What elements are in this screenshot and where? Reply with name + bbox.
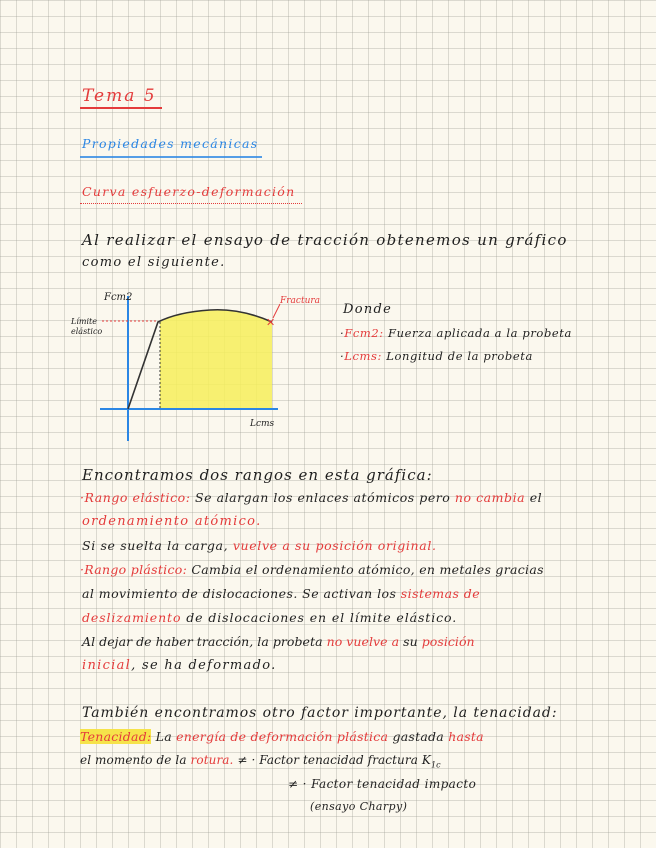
range-plastic-line-1: ·Rango plástico: Cambia el ordenamiento atómico, en metales gracias [80, 562, 544, 577]
plastic-region-fill [160, 310, 272, 409]
legend-item-2: ·Lcms: Longitud de la probeta [340, 349, 533, 363]
range-elastic-line-2: ordenamiento atómico. [82, 514, 262, 529]
limit-label-1: Límite [71, 317, 97, 326]
range-plastic-line-4: Al dejar de haber tracción, la probeta no vuelve a su posición [82, 634, 475, 649]
fracture-pointer [273, 304, 280, 318]
limit-label-2: elástico [71, 327, 103, 336]
range-elastic-line-1: ·Rango elástico: Se alargan los enlaces atómicos pero no cambia el [80, 490, 543, 505]
tenacity-definition: Tenacidad: La energía de deformación plástica gastada hasta [80, 729, 484, 744]
tenacity-intro: También encontramos otro factor importante, la tenacidad: [82, 705, 558, 721]
stress-strain-graph [60, 284, 321, 444]
legend-item-2-key: Lcms: [344, 349, 383, 363]
intro-line-1: Al realizar el ensayo de tracción obtenemos un gráfico [82, 231, 568, 249]
range-plastic-line-3: deslizamiento de dislocaciones en el límite elástico. [82, 610, 458, 625]
ranges-intro: Encontramos dos rangos en esta gráfica: [82, 466, 433, 484]
section-underline [80, 156, 262, 158]
range-plastic-line-2: al movimiento de dislocaciones. Se activan los sistemas de [82, 586, 481, 601]
intro-line-2: como el siguiente. [82, 255, 226, 270]
tenacity-line-3: el momento de la rotura. ≠ · Factor tenacidad fractura $K_{1c}$ [80, 753, 441, 770]
x-axis-label: Lcms [250, 419, 275, 429]
legend-item-1-key: Fcm2: [344, 326, 384, 340]
tenacity-term: Tenacidad: [80, 729, 152, 744]
subsection-underline [80, 203, 302, 204]
y-axis-label: Fcm2 [104, 292, 133, 303]
subsection-heading: Curva esfuerzo-deformación [82, 184, 296, 199]
range-plastic-line-5: inicial, se ha deformado. [82, 658, 277, 673]
section-heading: Propiedades mecánicas [82, 136, 259, 151]
legend-item-1: ·Fcm2: Fuerza aplicada a la probeta [340, 326, 572, 340]
title-underline [80, 107, 162, 109]
fracture-mark: ✕ [266, 316, 276, 329]
tenacity-line-4: ≠ · Factor tenacidad impacto [288, 777, 477, 791]
tenacity-line-5: (ensayo Charpy) [310, 800, 408, 813]
range-elastic-line-3: Si se suelta la carga, vuelve a su posición original. [82, 538, 437, 553]
page-title: Tema 5 [82, 86, 157, 106]
legend-heading: Donde [343, 302, 393, 317]
fracture-label: Fractura [280, 296, 321, 306]
